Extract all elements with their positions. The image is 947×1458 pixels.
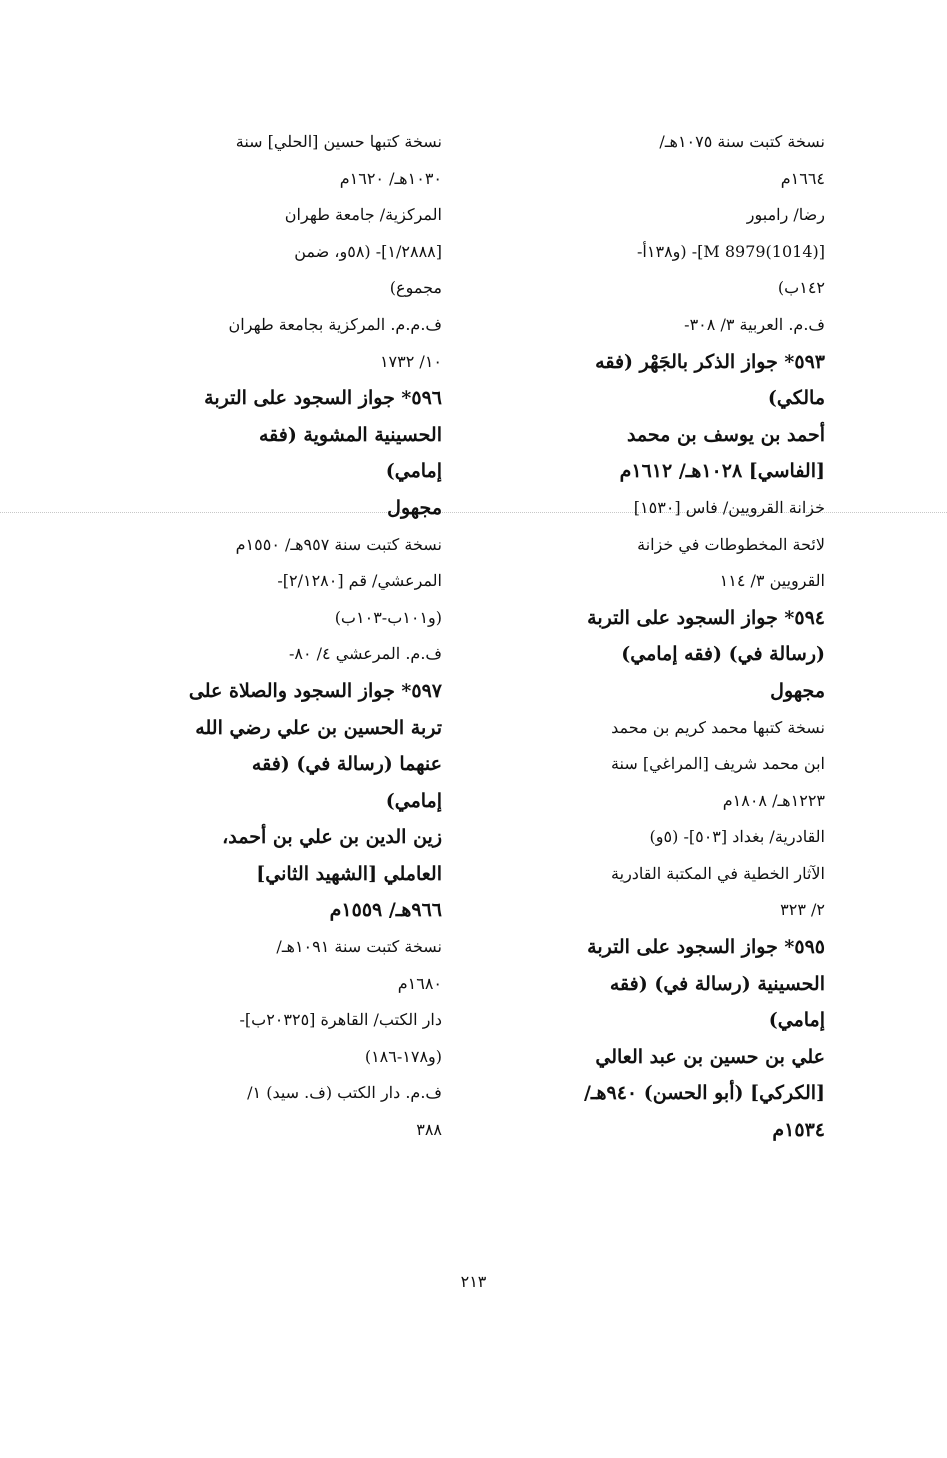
left-column-line-normal: مجموع)	[389, 278, 442, 298]
right-column-line-normal: ١٦٦٤م	[780, 168, 825, 188]
right-column-line-author: [الفاسي] ١٠٢٨هـ/ ١٦١٢م	[619, 460, 825, 483]
right-column-line-normal: نسخة كتبت سنة ١٠٧٥هـ/	[659, 132, 825, 151]
right-column-line-normal: خزانة القرويين/ فاس [١٥٣٠]	[633, 497, 825, 517]
right-column-line-title: ٥٩٣* جواز الذكر بالجَهْر (فقه	[595, 350, 825, 373]
left-column-line-normal: ١٠/ ١٧٣٢	[379, 351, 442, 371]
left-column-line-title: عنهما (رسالة في) (فقه	[251, 753, 442, 776]
left-column-line-normal: (و١٠١ب-١٠٣ب)	[334, 607, 442, 627]
left-column-line-normal: دار الكتب/ القاهرة [٢٠٣٢٥ب]-	[239, 1010, 442, 1030]
left-column-line-title: إمامي)	[385, 789, 442, 812]
right-column-line-author: علي بن حسين بن عبد العالي	[595, 1045, 825, 1068]
left-column-line-title: ٥٩٦* جواز السجود على التربة	[204, 387, 442, 410]
right-column-line-normal: ١٢٢٣هـ/ ١٨٠٨م	[722, 790, 825, 810]
left-column-line-author: مجهول	[387, 496, 442, 519]
left-column-line-author: زين الدين بن علي بن أحمد،	[222, 826, 442, 849]
left-column-line-author: ٩٦٦هـ/ ١٥٥٩م	[329, 899, 442, 922]
right-column-line-author: [الكركي] (أبو الحسن) ٩٤٠هـ/	[583, 1082, 825, 1105]
right-column-line-normal: ١٤٢ب)	[777, 278, 825, 298]
right-column-line-author: أحمد بن يوسف بن محمد	[626, 423, 825, 446]
right-column-line-title: ٥٩٥* جواز السجود على التربة	[587, 936, 825, 959]
left-column-line-normal: ف.م. دار الكتب (ف. سيد) ١/	[247, 1083, 442, 1103]
right-column-line-author: مجهول	[770, 679, 825, 702]
left-column-line-title: ٥٩٧* جواز السجود والصلاة على	[188, 679, 442, 702]
left-column-line-normal: [١/٢٨٨٨]- (٥٨و، ضمن	[294, 241, 442, 261]
page-number: ٢١٣	[460, 1272, 487, 1291]
right-column-line-normal: لائحة المخطوطات في خزانة	[637, 534, 825, 554]
right-column-line-normal: [M 8979(1014)]- (و١٣٨أ-	[637, 241, 825, 261]
left-column-line-normal: ٣٨٨	[416, 1120, 442, 1140]
right-column-line-normal: نسخة كتبها محمد كريم بن محمد	[611, 717, 825, 737]
left-column-line-normal: نسخة كتبت سنة ٩٥٧هـ/ ١٥٥٠م	[235, 534, 442, 554]
left-column-line-normal: المرعشي/ قم [٢/١٢٨٠]-	[277, 571, 442, 591]
left-column-line-author: العاملي [الشهيد الثاني]	[256, 862, 442, 885]
right-column-line-normal: القرويين ٣/ ١١٤	[719, 571, 825, 591]
left-column-line-title: تربة الحسين بن علي رضي الله	[195, 716, 442, 739]
right-column-line-normal: ٢/ ٣٢٣	[780, 900, 825, 920]
left-column-line-title: الحسينية المشوية (فقه	[258, 423, 442, 446]
left-column-line-normal: نسخة كتبت سنة ١٠٩١هـ/	[276, 937, 442, 957]
left-column-line-normal: نسخة كتبها حسين [الحلي] سنة	[235, 132, 442, 151]
right-column-line-normal: القادرية/ بغداد [٥٠٣]- (٥و)	[649, 827, 825, 847]
left-column-line-normal: ف.م.م. المركزية بجامعة طهران	[228, 314, 442, 334]
right-column-line-normal: ف.م. العربية ٣/ ٣٠٨-	[684, 314, 825, 334]
right-column-line-normal: رضا/ رامبور	[746, 205, 825, 225]
right-column-line-title: ٥٩٤* جواز السجود على التربة	[587, 606, 825, 629]
right-column-line-normal: ابن محمد شريف [المراغي] سنة	[610, 754, 825, 774]
right-column-line-title: مالكي)	[767, 387, 825, 410]
right-column-line-title: (رسالة في) (فقه إمامي)	[621, 643, 825, 666]
left-column-line-normal: (و١٧٨-١٨٦)	[364, 1046, 442, 1066]
left-column-line-title: إمامي)	[385, 460, 442, 483]
left-text-column	[112, 124, 442, 1149]
left-column-line-normal: ١٦٨٠م	[397, 973, 442, 993]
right-column-line-author: ١٥٣٤م	[772, 1119, 825, 1142]
left-column-line-normal: ف.م. المرعشي ٤/ ٨٠-	[288, 644, 442, 664]
right-column-line-title: إمامي)	[768, 1009, 825, 1032]
right-column-line-normal: الآثار الخطية في المكتبة القادرية	[611, 863, 825, 883]
left-column-line-normal: ١٠٣٠هـ/ ١٦٢٠م	[339, 168, 442, 188]
right-column-line-title: الحسينية (رسالة في) (فقه	[609, 972, 825, 995]
left-column-line-normal: المركزية/ جامعة طهران	[284, 205, 442, 225]
right-text-column	[495, 124, 825, 1149]
